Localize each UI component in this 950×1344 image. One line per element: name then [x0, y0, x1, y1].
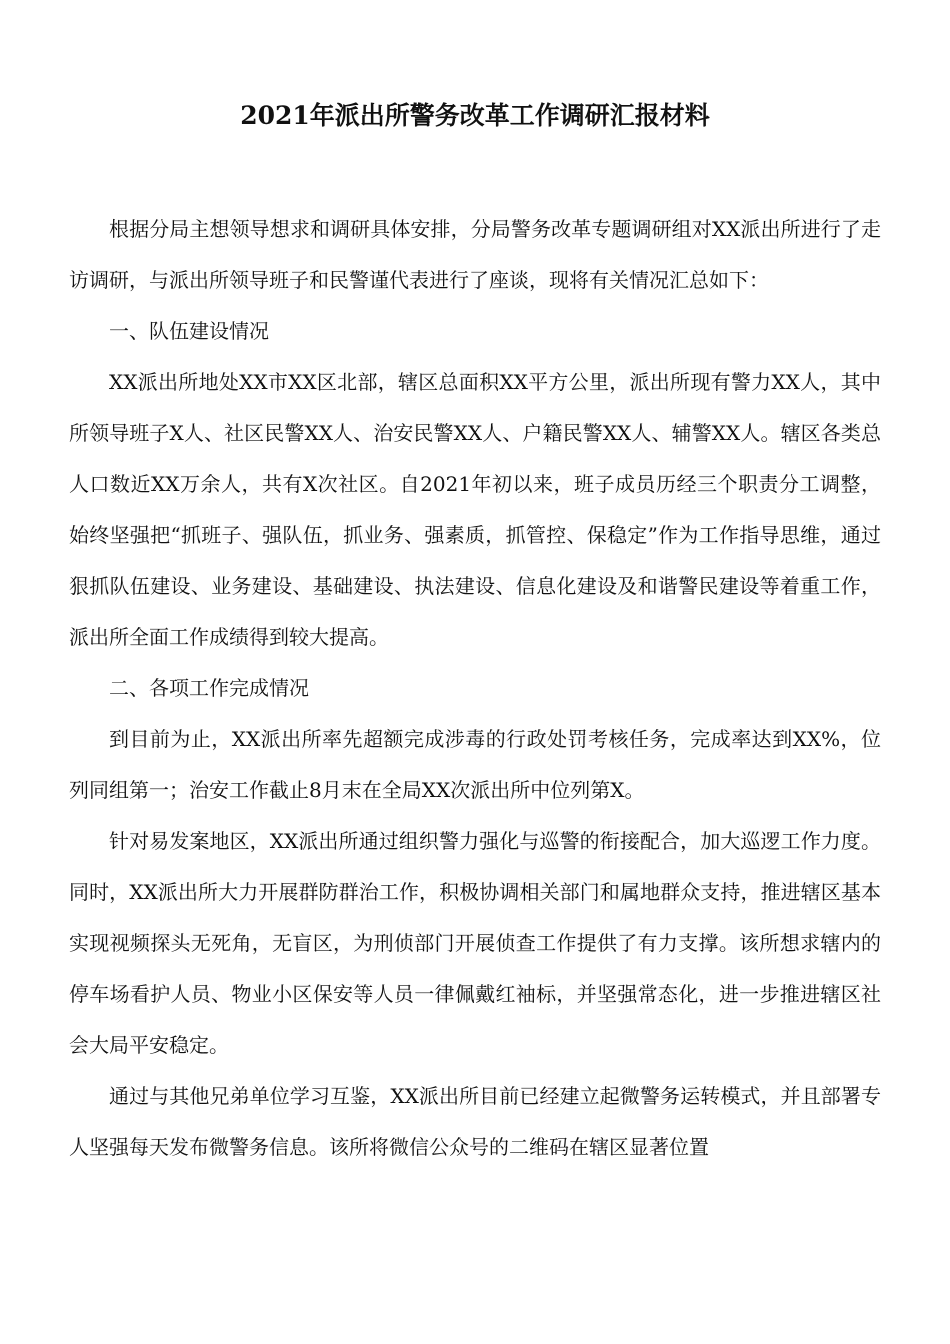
intro-paragraph: 根据分局主想领导想求和调研具体安排，分局警务改革专题调研组对XX派出所进行了走访调研，与派出所领导班子和民警谨代表进行了座谈，现将有关情况汇总如下： — [69, 217, 881, 292]
document-body — [69, 204, 881, 1173]
team-building-paragraph: XX派出所地处XX市XX区北部，辖区总面积XX平方公里，派出所现有警力XX人，其中所领导班子X人、社区民警XX人、治安民警XX人、户籍民警XX人、辅警XX人。辖区各类总人口数近XX万余人，共有X次社区。自2021年初以来，班子成员历经三个职责分工调整，始终坚强把“抓班子、强队伍，抓业务、强素质，抓管控、保稳定”作为工作指导思维，通过狠抓队伍建设、业务建设、基础建设、执法建设、信息化建设及和谐警民建设等着重工作，派出所全面工作成绩得到较大提高。 — [69, 370, 881, 649]
patrol-paragraph: 针对易发案地区，XX派出所通过组织警力强化与巡警的衔接配合，加大巡逻工作力度。同时，XX派出所大力开展群防群治工作，积极协调相关部门和属地群众支持，推进辖区基本实现视频探头无死角，无盲区，为刑侦部门开展侦查工作提供了有力支撑。该所想求辖内的停车场看护人员、物业小区保安等人员一律佩戴红袖标，并坚强常态化，进一步推进辖区社会大局平安稳定。 — [69, 829, 881, 1057]
work-completion-paragraph: 到目前为止，XX派出所率先超额完成涉毒的行政处罚考核任务，完成率达到XX%，位列同组第一；治安工作截止8月末在全局XX次派出所中位列第X。 — [69, 727, 881, 802]
section-heading-team-building: 一、队伍建设情况 — [109, 319, 269, 343]
section-heading-work-completion: 二、各项工作完成情况 — [109, 676, 309, 700]
micro-policing-paragraph: 通过与其他兄弟单位学习互鉴，XX派出所目前已经建立起微警务运转模式，并且部署专人坚强每天发布微警务信息。该所将微信公众号的二维码在辖区显著位置 — [69, 1084, 881, 1159]
document-title: 2021年派出所警务改革工作调研汇报材料 — [240, 101, 710, 130]
